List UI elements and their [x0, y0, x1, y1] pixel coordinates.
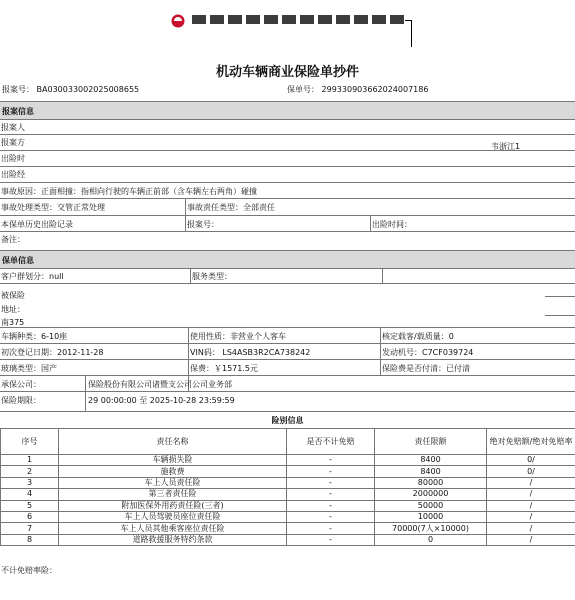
column-header: 绝对免赔额/绝对免赔率 — [487, 429, 575, 455]
divider — [0, 182, 575, 183]
service-type: 服务类型： — [192, 272, 232, 281]
divider — [370, 215, 371, 231]
plate-number: 南375 — [1, 318, 25, 327]
divider — [0, 231, 575, 232]
accident-place-label: 出险经 — [1, 170, 25, 179]
divider — [0, 134, 575, 135]
table-cell: 8 — [1, 534, 59, 545]
table-cell: 第三者责任险 — [59, 489, 287, 500]
table-cell: 2000000 — [375, 489, 487, 500]
table-cell: 8400 — [375, 466, 487, 477]
table-row — [1, 511, 575, 522]
table-cell: / — [487, 511, 575, 522]
table-cell: 车上人员责任险 — [59, 477, 287, 488]
table-cell: 施救费 — [59, 466, 287, 477]
table-cell: 道路救援服务特约条款 — [59, 534, 287, 545]
accident-cause: 事故原因：正面相撞：指相向行驶的车辆正前部（含车辆左右两角）碰撞 — [1, 187, 257, 196]
vin-code: VIN码： LS4ASB3R2CA738242 — [190, 348, 311, 357]
table-row — [1, 523, 575, 534]
table-row — [1, 500, 575, 511]
table-cell: / — [487, 500, 575, 511]
history-report-no: 报案号： — [187, 220, 219, 229]
table-cell: 0/ — [487, 466, 575, 477]
divider — [0, 150, 575, 151]
column-header: 责任名称 — [59, 429, 287, 455]
insurer-label: 承保公司： — [1, 380, 41, 389]
table-cell: 80000 — [375, 477, 487, 488]
insurance-period: 29 00:00:00 至 2025-10-28 23:59:59 — [88, 396, 235, 405]
divider — [545, 315, 575, 316]
divider — [0, 375, 575, 376]
accident-time-label: 出险时 — [1, 154, 25, 163]
section-header-report: 报案信息 — [0, 101, 575, 120]
table-cell: - — [287, 477, 375, 488]
table-cell: 车上人员驾驶员座位责任险 — [59, 511, 287, 522]
engine-number: 发动机号：C7CF039724 — [382, 348, 474, 357]
divider — [0, 283, 575, 284]
letterhead-redacted — [190, 14, 405, 26]
table-cell: / — [487, 489, 575, 500]
divider — [382, 268, 383, 283]
premium-paid-status: 保险费是否付清：已付清 — [382, 364, 470, 373]
table-cell: 5 — [1, 500, 59, 511]
table-cell: 50000 — [375, 500, 487, 511]
column-header: 序号 — [1, 429, 59, 455]
divider — [0, 359, 575, 360]
table-cell: 6 — [1, 511, 59, 522]
divider — [185, 198, 186, 215]
registration-date: 初次登记日期：2012-11-28 — [1, 348, 104, 357]
glass-type: 玻璃类型：国产 — [1, 364, 57, 373]
table-cell: 70000(7人×10000) — [375, 523, 487, 534]
table-cell: - — [287, 466, 375, 477]
table-cell: - — [287, 523, 375, 534]
column-header: 是否不计免赔 — [287, 429, 375, 455]
insurer-name: 保险股份有限公司诸暨支公司公司业务部 — [88, 380, 232, 389]
divider — [0, 198, 575, 199]
vehicle-type: 车辆种类：6-10座 — [1, 332, 68, 341]
table-cell: 0 — [375, 534, 487, 545]
divider — [0, 343, 575, 344]
corner-mark — [405, 20, 412, 47]
premium: 保费：￥1571.5元 — [190, 364, 258, 373]
insured-label: 被保险 — [1, 291, 25, 300]
handling-type: 事故处理类型：交管正常处理 — [1, 203, 105, 212]
report-extra: 韦浙江1 — [491, 142, 521, 151]
table-cell: 10000 — [375, 511, 487, 522]
table-cell: 2 — [1, 466, 59, 477]
table-cell: - — [287, 500, 375, 511]
period-label: 保险期限： — [1, 396, 41, 405]
policy-number: 保单号： 29933090366202400718​6 — [287, 85, 429, 94]
divider — [0, 215, 575, 216]
table-cell: 4 — [1, 489, 59, 500]
table-cell: 车辆损失险 — [59, 455, 287, 466]
table-cell: 车上人员其他乘客座位责任险 — [59, 523, 287, 534]
section-header-coverage: 险别信息 — [0, 411, 575, 429]
divider — [0, 391, 575, 392]
use-nature: 使用性质：非营业个人客车 — [190, 332, 286, 341]
table-cell: / — [487, 523, 575, 534]
history-time: 出险时间： — [372, 220, 412, 229]
divider — [545, 296, 575, 297]
report-method-label: 报案方 — [1, 138, 25, 147]
reporter-label: 报案人 — [1, 123, 25, 132]
address-label: 地址： — [1, 305, 25, 314]
table-row — [1, 534, 575, 545]
divider — [185, 215, 186, 231]
remarks: 备注： — [1, 235, 25, 244]
table-row — [1, 477, 575, 488]
report-number: 报案号： BA030033002025008655 — [2, 85, 140, 94]
table-cell: - — [287, 455, 375, 466]
divider — [380, 327, 381, 375]
table-cell: 附加医保外用药责任险(三者) — [59, 500, 287, 511]
column-header: 责任限额 — [375, 429, 487, 455]
table-cell: 8400 — [375, 455, 487, 466]
liability-type: 事故责任类型：全部责任 — [187, 203, 275, 212]
table-cell: - — [287, 534, 375, 545]
deductible-waiver-label: 不计免赔率险： — [1, 566, 57, 575]
page-title: 机动车辆商业保险单抄件 — [215, 65, 359, 80]
table-cell: 7 — [1, 523, 59, 534]
customer-group: 客户群划分：null — [1, 272, 64, 281]
company-logo — [171, 14, 185, 28]
table-cell: 3 — [1, 477, 59, 488]
divider — [0, 327, 575, 328]
table-row — [1, 466, 575, 477]
history-record: 本保单历史出险记录 — [1, 220, 73, 229]
table-cell: 0/ — [487, 455, 575, 466]
table-cell: - — [287, 489, 375, 500]
divider — [190, 268, 191, 283]
table-cell: / — [487, 534, 575, 545]
table-row — [1, 489, 575, 500]
table-cell: 1 — [1, 455, 59, 466]
table-cell: / — [487, 477, 575, 488]
divider — [85, 375, 86, 411]
table-cell: - — [287, 511, 375, 522]
section-header-policy: 保单信息 — [0, 250, 575, 269]
table-header-row — [1, 429, 575, 455]
seat-capacity: 核定载客/载质量：0 — [382, 332, 454, 341]
table-row — [1, 455, 575, 466]
coverage-table — [0, 428, 575, 546]
divider — [0, 166, 575, 167]
